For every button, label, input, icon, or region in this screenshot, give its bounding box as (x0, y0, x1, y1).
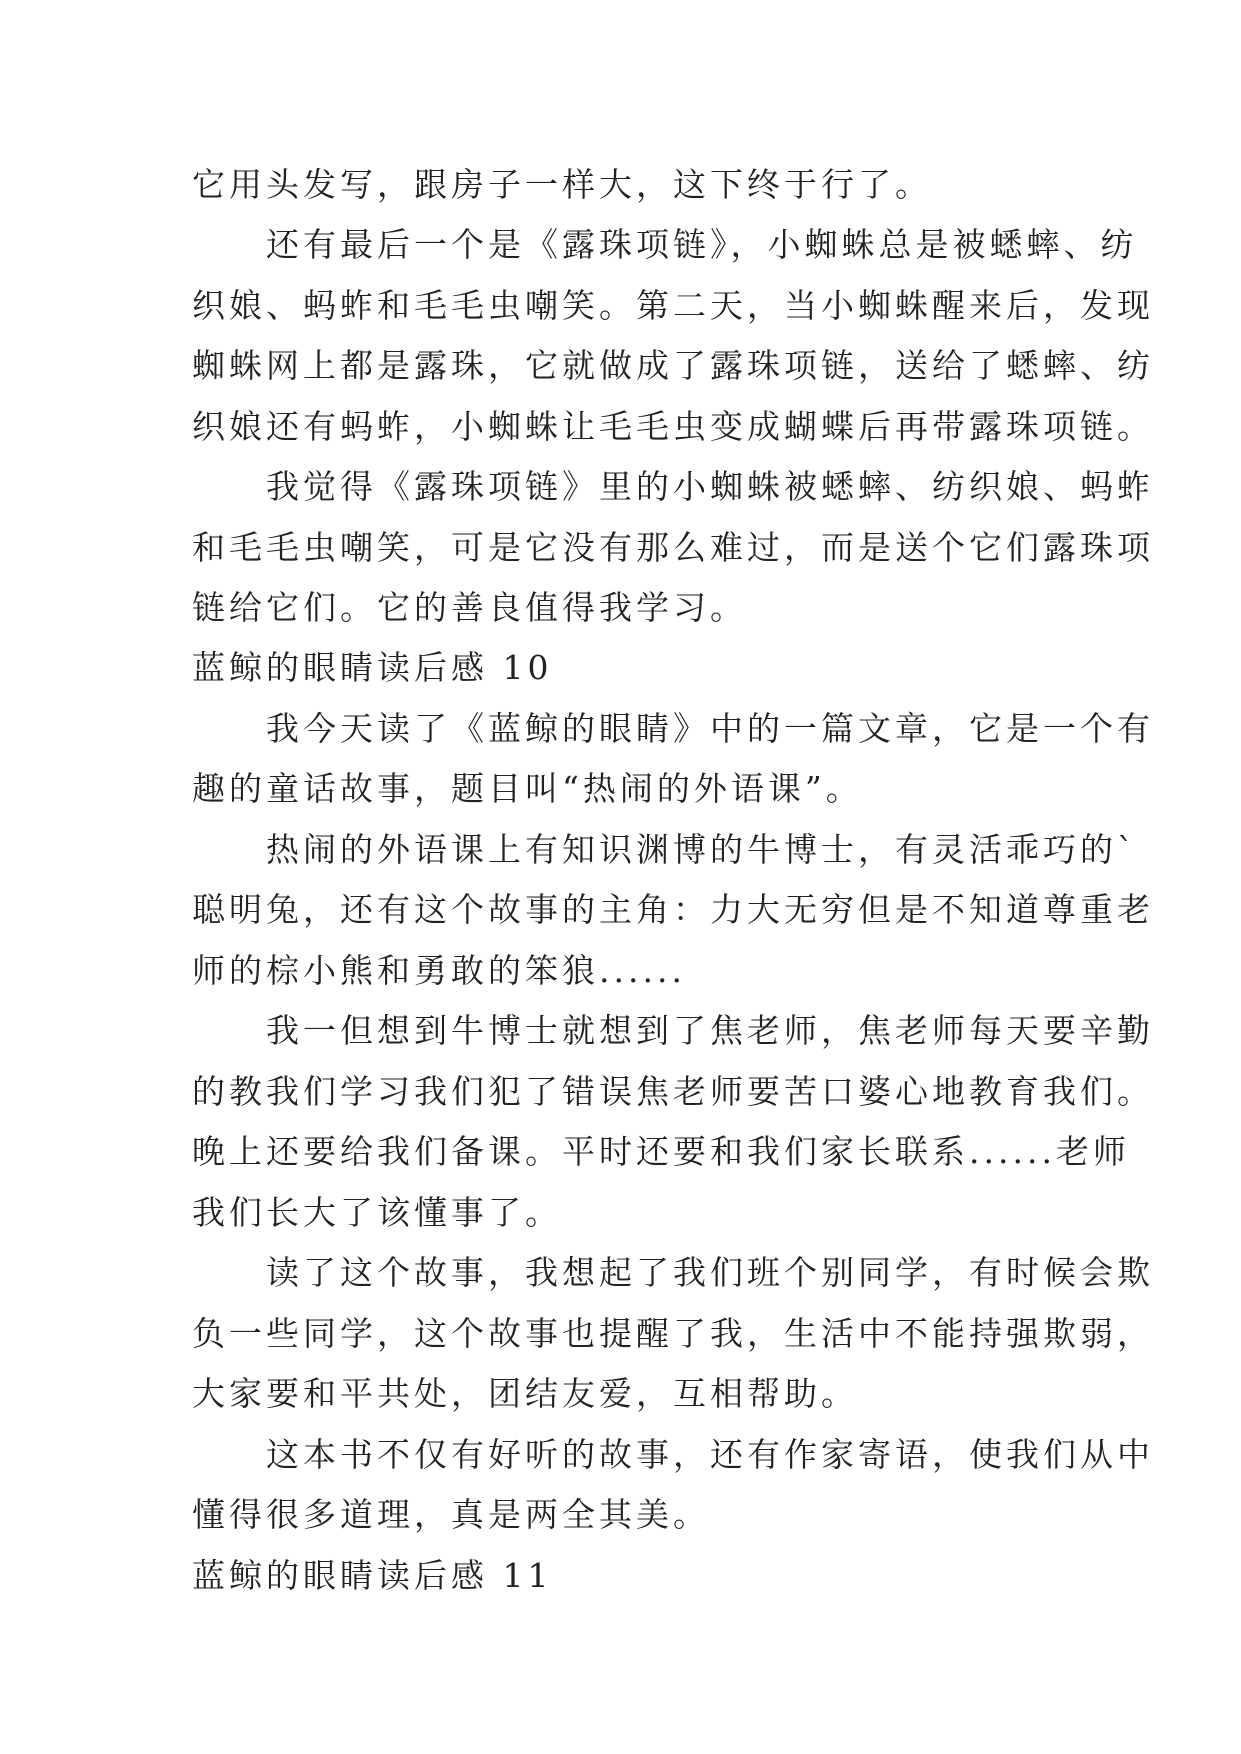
text-line: 晚上还要给我们备课。平时还要和我们家长联系......老师 (192, 1132, 1130, 1171)
text-line: 热闹的外语课上有知识渊博的牛博士，有灵活乖巧的` (192, 830, 1138, 869)
text-line: 的教我们学习我们犯了错误焦老师要苦口婆心地教育我们。 (192, 1072, 1154, 1111)
text-line: 我今天读了《蓝鲸的眼睛》中的一篇文章，它是一个有 (192, 709, 1154, 748)
text-line: 还有最后一个是《露珠项链》，小蜘蛛总是被蟋蟀、纺 (192, 225, 1138, 264)
text-line: 负一些同学，这个故事也提醒了我，生活中不能持强欺弱， (192, 1314, 1154, 1353)
text-line: 趣的童话故事，题目叫“热闹的外语课”。 (192, 769, 863, 808)
text-line: 织娘还有蚂蚱，小蜘蛛让毛毛虫变成蝴蝶后再带露珠项链。 (192, 407, 1154, 446)
text-line: 我们长大了该懂事了。 (192, 1193, 562, 1232)
text-line: 聪明兔，还有这个故事的主角：力大无穷但是不知道尊重老 (192, 890, 1154, 929)
text-line: 懂得很多道理，真是两全其美。 (192, 1495, 710, 1534)
text-line: 链给它们。它的善良值得我学习。 (192, 588, 747, 627)
text-line: 它用头发写，跟房子一样大，这下终于行了。 (192, 165, 932, 204)
section-heading: 蓝鲸的眼睛读后感 10 (192, 648, 553, 687)
section-heading: 蓝鲸的眼睛读后感 11 (192, 1556, 553, 1595)
text-line: 师的棕小熊和勇敢的笨狼...... (192, 951, 686, 990)
text-line: 我觉得《露珠项链》里的小蜘蛛被蟋蟀、纺织娘、蚂蚱 (192, 467, 1154, 506)
text-line: 蜘蛛网上都是露珠，它就做成了露珠项链，送给了蟋蟀、纺 (192, 346, 1154, 385)
text-line: 我一但想到牛博士就想到了焦老师，焦老师每天要辛勤 (192, 1011, 1154, 1050)
text-line: 大家要和平共处，团结友爱，互相帮助。 (192, 1374, 858, 1413)
text-line: 这本书不仅有好听的故事，还有作家寄语，使我们从中 (192, 1435, 1154, 1474)
text-line: 读了这个故事，我想起了我们班个别同学，有时候会欺 (192, 1253, 1154, 1292)
text-line: 织娘、蚂蚱和毛毛虫嘲笑。第二天，当小蜘蛛醒来后，发现 (192, 286, 1154, 325)
text-line: 和毛毛虫嘲笑，可是它没有那么难过，而是送个它们露珠项 (192, 528, 1154, 567)
